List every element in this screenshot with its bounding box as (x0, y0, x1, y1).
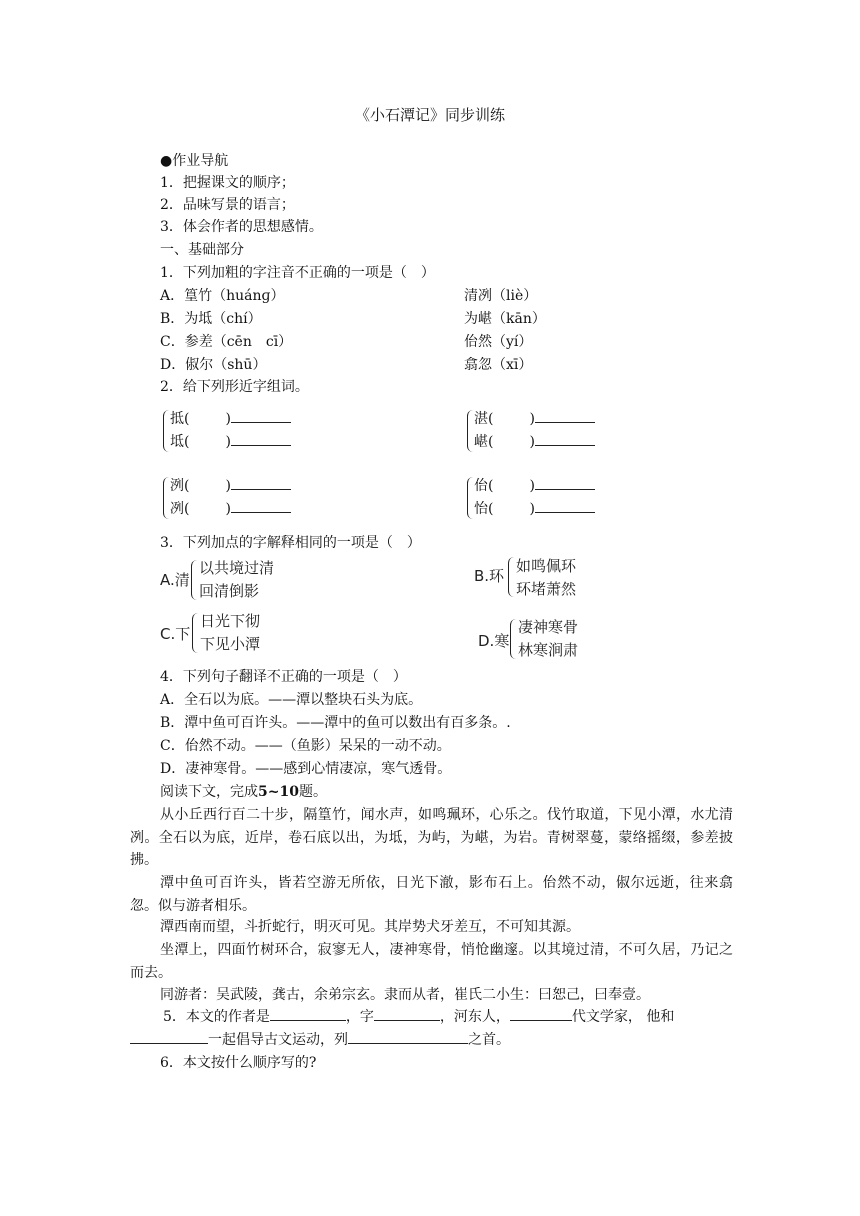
word-group-item: 佁( ) (474, 475, 595, 497)
question-4-stem: 4．下列句子翻译不正确的一项是（ ） (160, 669, 407, 685)
q3-option-label: D.寒 (478, 632, 510, 650)
word-group-item: 嵁( ) (474, 431, 595, 453)
passage-paragraph: 同游者：吴武陵，龚古，余弟宗玄。隶而从者，崔氏二小生：曰恕己，曰奉壹。 (160, 987, 650, 1003)
question-2-stem: 2．给下列形近字组词。 (160, 379, 309, 395)
word-group-item: 坻( ) (170, 431, 291, 453)
section-heading: 一、基础部分 (160, 242, 244, 258)
q3-word: 环堵萧然 (516, 580, 577, 598)
passage-paragraph: 潭中鱼可百许头，皆若空游无所依，日光下澈，影布石上。佁然不动，俶尔远逝，往来翕忽。似与游者相乐。 (130, 875, 733, 914)
question-5-line-1: 5．本文的作者是 ，字 ，河东人， 代文学家， 他和 (163, 1006, 674, 1028)
question-6: 6．本文按什么顺序写的? (160, 1055, 317, 1071)
q1-option-c: C．参差（cēn cī） (160, 334, 293, 350)
q1-option-b-2: 为嵁（kān） (464, 311, 546, 327)
word-group-item: 湛( ) (474, 408, 595, 430)
word-group-item: 洌( ) (170, 475, 291, 497)
passage-paragraph: 从小丘西行百二十步，隔篁竹，闻水声，如鸣珮环，心乐之。伐竹取道，下见小潭，水尤清冽。全石以为底，近岸，卷石底以出，为坻，为屿，为嵁，为岩。青树翠蔓，蒙络摇缀，参差披拂。 (130, 807, 733, 868)
q4-option: B．潭中鱼可百许头。——潭中的鱼可以数出有百多条。. (160, 715, 511, 731)
nav-item: 1．把握课文的顺序； (160, 175, 295, 191)
q3-word: 如鸣佩环 (516, 557, 577, 575)
q3-option-label: A.清 (160, 571, 190, 589)
q4-option: A．全石以为底。——潭以整块石头为底。 (160, 692, 423, 708)
passage-paragraph: 坐潭上，四面竹树环合，寂寥无人，凄神寒骨，悄怆幽邃。以其境过清，不可久居，乃记之而去。 (130, 942, 733, 981)
question-1-stem: 1．下列加粗的字注音不正确的一项是（ ） (160, 265, 435, 281)
q3-word: 下见小潭 (200, 635, 261, 653)
passage-paragraph: 潭西南而望，斗折蛇行，明灭可见。其岸势犬牙差互，不可知其源。 (160, 919, 580, 935)
q1-option-c-2: 佁然（yí） (464, 334, 533, 350)
q1-option-b: B．为坻（chí） (160, 311, 262, 327)
q1-option-d: D．俶尔（shū） (160, 357, 267, 373)
q4-option: D．凄神寒骨。——感到心情凄凉，寒气透骨。 (160, 761, 452, 777)
q3-word: 日光下彻 (200, 612, 261, 630)
word-group-item: 抵( ) (170, 408, 291, 430)
q1-option-a: A．篁竹（huánɡ） (160, 288, 285, 304)
page-title: 《小石潭记》同步训练 (354, 106, 505, 124)
nav-item: 2．品味写景的语言； (160, 197, 295, 213)
q1-option-d-2: 翕忽（xī） (464, 357, 533, 373)
q4-option: C．佁然不动。——（鱼影）呆呆的一动不动。 (160, 738, 451, 754)
nav-item: 3．体会作者的思想感情。 (160, 219, 323, 235)
q1-option-a-2: 清冽（liè） (464, 288, 538, 304)
question-3-stem: 3．下列加点的字解释相同的一项是（ ） (160, 535, 421, 551)
q3-word: 以共境过清 (199, 559, 275, 577)
reading-intro: 阅读下文，完成5~10题。 (160, 784, 327, 800)
q3-word: 回清倒影 (199, 582, 260, 600)
q3-word: 凄神寒骨 (518, 618, 579, 636)
word-group-item: 冽( ) (170, 498, 291, 520)
question-5-line-2: 一起倡导古文运动，列 之首。 (130, 1029, 510, 1051)
word-group-item: 怡( ) (474, 498, 595, 520)
q3-option-label: B.环 (474, 567, 505, 585)
nav-header: ●作业导航 (160, 153, 229, 169)
q3-word: 林寒涧肃 (518, 641, 579, 659)
q3-option-label: C.下 (160, 625, 191, 643)
